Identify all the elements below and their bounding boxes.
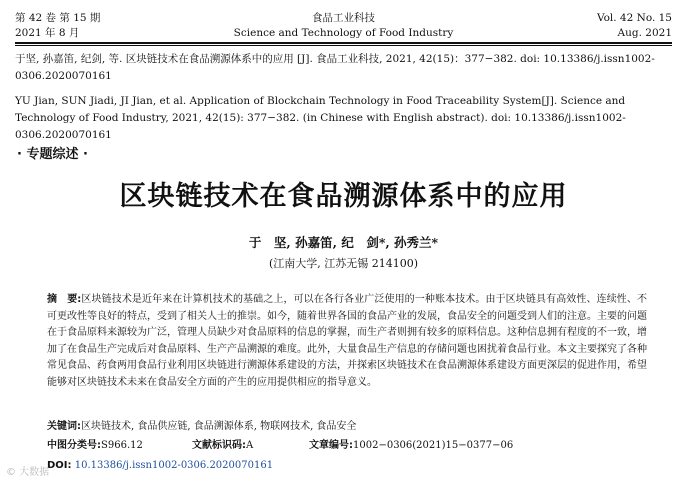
volume-en: Vol. 42 No. 15 (596, 12, 672, 24)
authors: 于 坚, 孙嘉笛, 纪 剑*, 孙秀兰* (248, 235, 439, 250)
keywords (47, 420, 356, 434)
date-cn: 2021 年 8 月 (15, 27, 80, 39)
article-number-value: 1002−0306(2021)15−0377−06 (353, 440, 514, 451)
citation-en: YU Jian, SUN Jiadi, JI Jian, et al. Application of Blockchain Technology in Food Traceability System[J]. Science and Technology of Food Industry, 2021, 42(15): 377−382. (in Chinese with English abstract). doi: 10.13386/j.issn1002-0306.2020070161 (15, 95, 626, 141)
article-number-label: 文章编号: (309, 440, 353, 451)
date-en: Aug. 2021 (617, 27, 672, 39)
abstract (47, 292, 647, 392)
doi (47, 459, 273, 473)
document-code-label: 文献标识码: (192, 440, 246, 451)
citation-cn: 于坚, 孙嘉笛, 纪剑, 等. 区块链技术在食品溯源体系中的应用 [J]. 食品工业科技, 2021, 42(15)：377−382. doi: 10.13386/j.issn1002-0306.2020070161 (15, 53, 655, 82)
page-title: 区块链技术在食品溯源体系中的应用 (119, 181, 568, 212)
abstract-label: 摘 要: (47, 294, 82, 305)
affiliation: (江南大学, 江苏无锡 214100) (268, 257, 419, 270)
document-code-value: A (246, 440, 254, 451)
header-rule-thick (15, 42, 672, 44)
journal-title-en: Science and Technology of Food Industry (233, 27, 454, 39)
header-rule-thin (15, 45, 672, 46)
keywords-label: 关键词: (47, 421, 81, 432)
document-code (192, 439, 253, 453)
volume-cn: 第 42 卷 第 15 期 (15, 12, 101, 24)
clc-number (47, 439, 143, 453)
clc-label: 中图分类号: (47, 440, 101, 451)
doi-label: DOI: (47, 460, 72, 471)
article-number (309, 439, 513, 453)
journal-title-cn: 食品工业科技 (312, 12, 375, 24)
abstract-text: 区块链技术是近年来在计算机技术的基础之上，可以在各行各业广泛使用的一种账本技术。由于区块链具有高效性、连续性、不可更改性等良好的特点，受到了相关人士的推崇。如今，随着世界各国的食品产业的发展，食品安全的问题受到人们的注意。主要的问题在于食品原料来源较为广泛，管理人员缺少对食品原料的信息的掌握，而生产者则拥有较多的原料信息。这种信息拥有程度的不一致，增加了在食品生产完成后对食品原料、生产产品溯源的难度。此外，大量食品生产信息的存储问题也困扰着食品行业。本文主要探究了各种常见食品、药食两用食品行业利用区块链进行溯源体系建设的方法，并探索区块链技术在食品溯源体系建设方面更深层的促进作用，希望能够对区块链技术未来在食品安全方面的产生的应用提供相应的指导意义。 (47, 294, 648, 388)
section-label: · 专题综述 · (17, 147, 88, 162)
watermark: © 大数据 (6, 467, 50, 478)
clc-value: S966.12 (101, 440, 143, 451)
keywords-text: 区块链技术, 食品供应链, 食品溯源体系, 物联网技术, 食品安全 (81, 421, 357, 432)
doi-link[interactable]: 10.13386/j.issn1002-0306.2020070161 (74, 460, 274, 471)
